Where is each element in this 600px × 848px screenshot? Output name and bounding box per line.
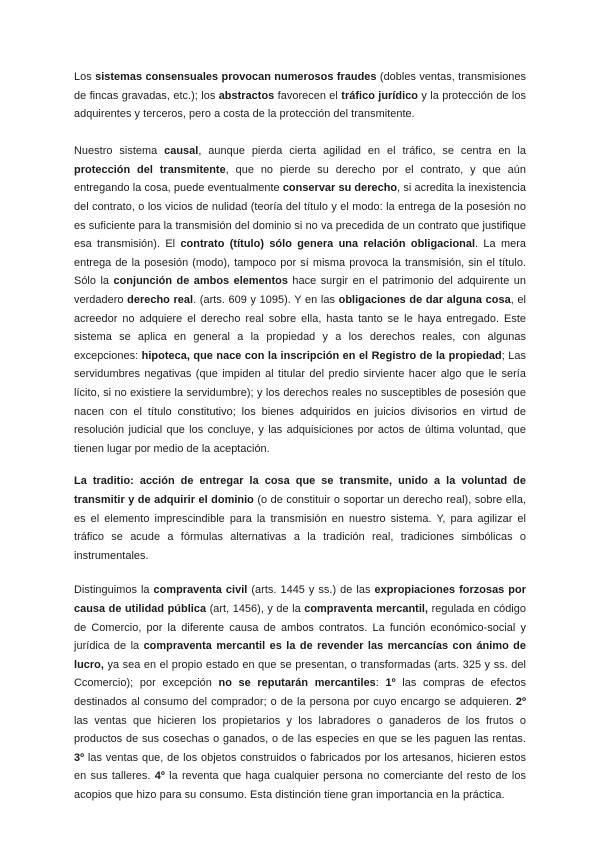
text-run: las ventas que, de los objetos construidos o fabricados por los artesanos, hicieren estos en sus talleres. xyxy=(74,751,526,783)
text-run: regulada en código de Comercio, por la diferente causa de ambos contratos. La función económico-social y jurídica de la xyxy=(74,602,526,653)
bold-text-run: hipoteca, que nace con la inscripción en el Registro de la propiedad xyxy=(141,349,502,362)
bold-text-run: compraventa mercantil, xyxy=(304,602,429,615)
bold-text-run: conjunción de ambos elementos xyxy=(113,275,288,288)
bold-text-run: 3º xyxy=(74,751,85,764)
bold-text-run: obligaciones de dar alguna cosa xyxy=(338,294,511,307)
bold-text-run: expropiaciones forzosas por causa de utilidad pública xyxy=(74,584,526,615)
bold-text-run: compraventa mercantil es la de revender las mercancías con ánimo de lucro, xyxy=(74,640,526,671)
text-run: ya sea en el propio estado en que se presentan, o transformadas (arts. 325 y ss. del Ccomercio); por excepción xyxy=(74,658,526,690)
text-run: favorecen el xyxy=(274,89,342,102)
text-run: la reventa que haga cualquier persona no comerciante del resto de los acopios que hizo para su consumo. Esta distinción tiene gran importancia en la práctica. xyxy=(74,770,526,801)
paragraph-traditio xyxy=(74,472,526,565)
text-run: , el acreedor no adquiere el derecho real sobre ella, hasta tanto se le haya entregado. Este sistema se aplica en general a la propiedad y a los derechos reales, con algunas excepciones: xyxy=(74,294,526,362)
paragraph-compraventa xyxy=(74,581,526,804)
bold-text-run: conservar su derecho xyxy=(282,182,398,195)
bold-text-run: compraventa civil xyxy=(153,584,248,597)
text-run: las compras de efectos destinados al consumo del comprador; o de la persona por cuyo encargo se adquieren. xyxy=(74,677,526,708)
bold-text-run: 4º xyxy=(154,770,165,783)
bold-text-run: tráfico jurídico xyxy=(341,89,419,102)
paragraph-sistema-causal xyxy=(74,142,526,458)
bold-text-run: 2º xyxy=(515,695,526,708)
bold-text-run: abstractos xyxy=(218,89,275,102)
text-run: (dobles ventas, transmisiones de fincas gravadas, etc.); los xyxy=(74,71,527,102)
text-run: (arts. 1445 y ss.) de las xyxy=(247,584,375,597)
paragraph-sistemas xyxy=(74,68,526,124)
text-run: hace surgir en el patrimonio del adquirente un verdadero xyxy=(74,275,526,307)
text-run: . (arts. 609 y 1095). Y en las xyxy=(193,294,339,307)
text-run: ; Las servidumbres negativas (que impiden al titular del predio sirviente hacer algo que le sería lícito, si no existiere la servidumbre); y los derechos reales no susceptibles de posesión que nacen con el título constitutivo; los bienes adquiridos en juicios divisorios en virtud de resolución judicial que los concluye, y las adquisiciones por actos de última voluntad, que tienen lugar por medio de la aceptación. xyxy=(74,349,526,455)
text-run: , que no pierde su derecho por el contrato, y que aún entregando la cosa, puede eventualmente xyxy=(74,163,526,195)
text-run: Distinguimos la xyxy=(74,584,154,597)
text-run: : xyxy=(375,677,386,690)
text-run: , si acredita la inexistencia del contrato, o los vicios de nulidad (teoría del título y el modo: la entrega de la posesión no es suficiente para la transmisión del dominio si no va precedida de un contrato que justifique esa transmisión). El xyxy=(74,182,526,251)
text-run: . La mera entrega de la posesión (modo), tampoco por sí misma provoca la transmisión, sin el título. Sólo la xyxy=(74,238,526,288)
bold-text-run: no se reputarán mercantiles xyxy=(218,677,376,690)
text-run: (art, 1456), y de la xyxy=(206,602,305,615)
bold-text-run: causal xyxy=(164,145,199,158)
text-run: y la protección de los adquirentes y terceros, pero a costa de la protección del transmitente. xyxy=(74,89,526,121)
text-run: (o de constituir o soportar un derecho real), sobre ella, es el elemento imprescindible para la transmisión en nuestro sistema. Y, para agilizar el tráfico se acude a fórmulas alternativas a la tradición real, tradiciones simbólicas o instrumentales. xyxy=(74,493,526,562)
bold-text-run: protección del transmitente xyxy=(74,163,226,176)
bold-text-run: contrato (título) sólo genera una relación obligacional xyxy=(180,238,476,251)
bold-text-run: sistemas consensuales provocan numerosos fraudes xyxy=(95,71,377,83)
text-run: las ventas que hicieren los propietarios y los labradores o ganaderos de los frutos o productos de sus cosechas o ganados, o de las especies en que se les paguen las rentas. xyxy=(74,714,526,746)
text-run: , aunque pierda cierta agilidad en el tráfico, se centra en la xyxy=(198,145,526,158)
bold-text-run: derecho real xyxy=(127,294,194,307)
bold-text-run: La traditio: acción de entregar la cosa que se transmite, unido a la voluntad de transmitir y de adquirir el dominio xyxy=(74,475,526,506)
text-run: Nuestro sistema xyxy=(74,145,165,158)
text-run: Los xyxy=(74,71,96,83)
bold-text-run: 1º xyxy=(385,677,396,690)
